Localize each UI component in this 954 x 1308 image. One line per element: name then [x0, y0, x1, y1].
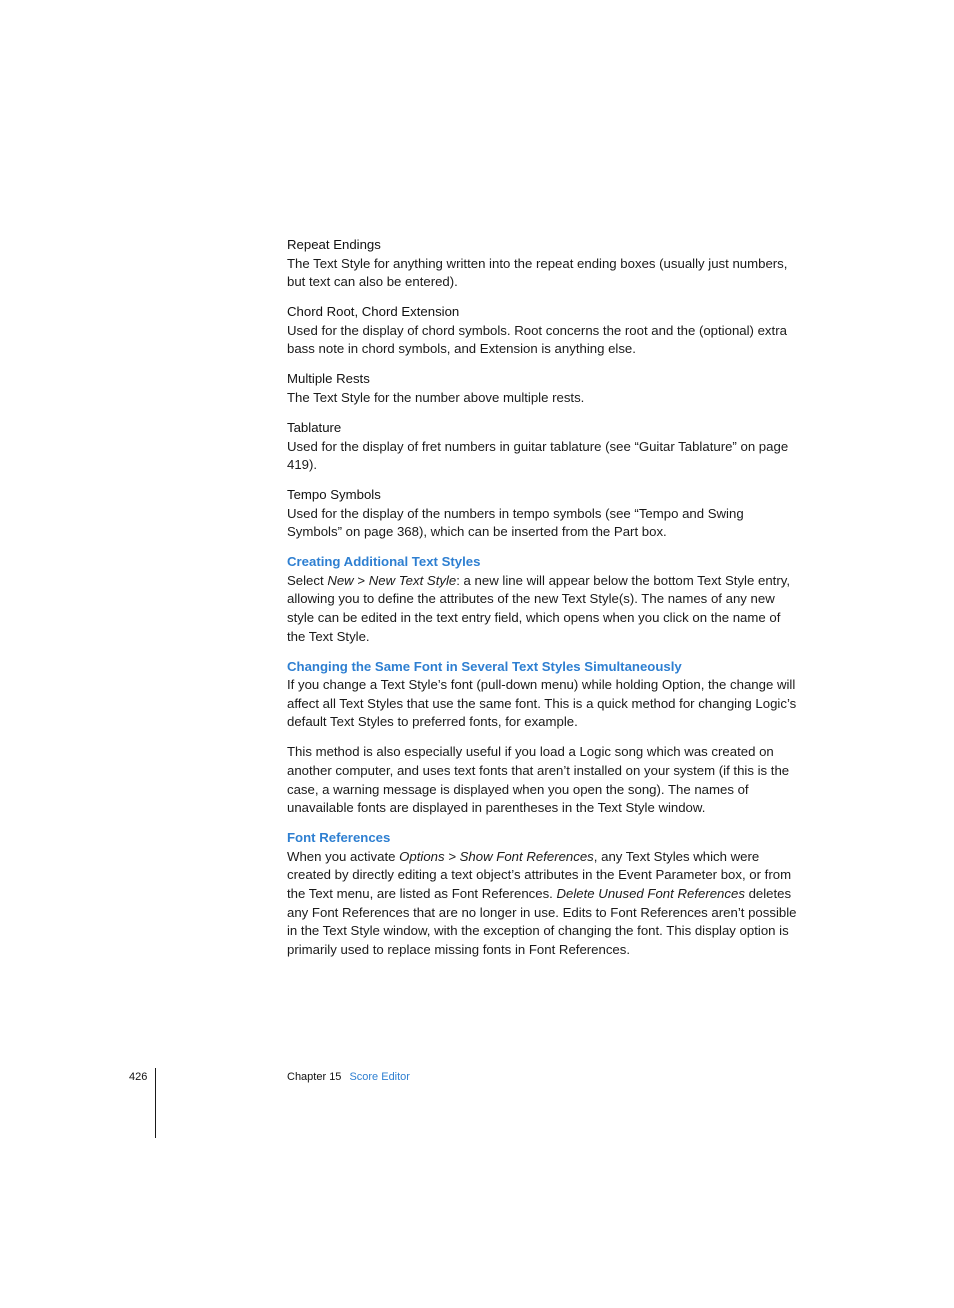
menu-show-font-references: Options > Show Font References: [399, 848, 594, 864]
term-tablature: Tablature: [287, 419, 342, 435]
para-fontref-part-a: When you activate: [287, 848, 400, 864]
desc-tablature: Used for the display of fret numbers in guitar tablature (see “Guitar Tablature” on page 419).: [287, 438, 789, 473]
para-creating-part-b: >: [353, 572, 369, 588]
desc-chord-root: Used for the display of chord symbols. Root concerns the root and the (optional) extra bass note in chord symbols, and Extension is anything else.: [287, 322, 787, 357]
heading-creating-text-styles: Creating Additional Text Styles: [287, 554, 481, 570]
para-fontref-part-b: , any Text Styles which were created by directly editing a text object’s attributes in the Event Parameter box, or from the Text menu, are listed as Font References.: [287, 848, 792, 901]
heading-changing-font: Changing the Same Font in Several Text Styles Simultaneously: [287, 658, 682, 674]
para-creating-part-a: Select: [287, 572, 328, 588]
footer-divider: [155, 1068, 156, 1138]
para-changing-font-1: If you change a Text Style’s font (pull-down menu) while holding Option, the change will affect all Text Styles that use the same font. This is a quick method for changing Logic’s default Text Styles to preferred fonts, for example.: [287, 677, 797, 730]
term-multiple-rests: Multiple Rests: [287, 371, 370, 387]
menu-new: New: [327, 572, 354, 588]
para-fontref-part-c: deletes any Font References that are no longer in use. Edits to Font References aren’t possible in the Text Style window, with the exception of changing the font. This display option is primarily used to replace missing fonts in Font References.: [287, 885, 797, 957]
para-creating-text-styles: [287, 572, 797, 646]
para-creating-part-c: : a new line will appear below the bottom Text Style entry, allowing you to define the attributes of the new Text Style(s). The names of any new style can be edited in the text entry field, which opens when you click on the name of the Text Style.: [287, 572, 790, 644]
menu-new-text-style: New Text Style: [368, 572, 457, 588]
chapter-title-link[interactable]: Score Editor: [349, 1071, 410, 1083]
menu-delete-unused-font-references: Delete Unused Font References: [556, 885, 745, 901]
desc-tempo-symbols: Used for the display of the numbers in tempo symbols (see “Tempo and Swing Symbols” on page 368), which can be inserted from the Part box.: [287, 505, 744, 540]
desc-multiple-rests: The Text Style for the number above multiple rests.: [287, 389, 585, 405]
para-font-references: [287, 848, 797, 960]
term-repeat-endings: Repeat Endings: [287, 237, 381, 252]
para-changing-font-2: This method is also especially useful if you load a Logic song which was created on another computer, and uses text fonts that aren’t installed on your system (if this is the case, a warning message is displayed when you open the song). The names of unavailable fonts are displayed in parentheses in the Text Style window.: [287, 744, 790, 816]
desc-repeat-endings: The Text Style for anything written into the repeat ending boxes (usually just numbers, but text can also be entered).: [287, 255, 788, 290]
page-number: 426: [129, 1071, 148, 1083]
main-content: [287, 236, 797, 971]
footer-chapter: [287, 1070, 410, 1084]
term-tempo-symbols: Tempo Symbols: [287, 487, 381, 503]
heading-font-references: Font References: [287, 830, 391, 846]
term-chord-root: Chord Root, Chord Extension: [287, 304, 460, 320]
chapter-label: Chapter 15: [287, 1071, 342, 1083]
